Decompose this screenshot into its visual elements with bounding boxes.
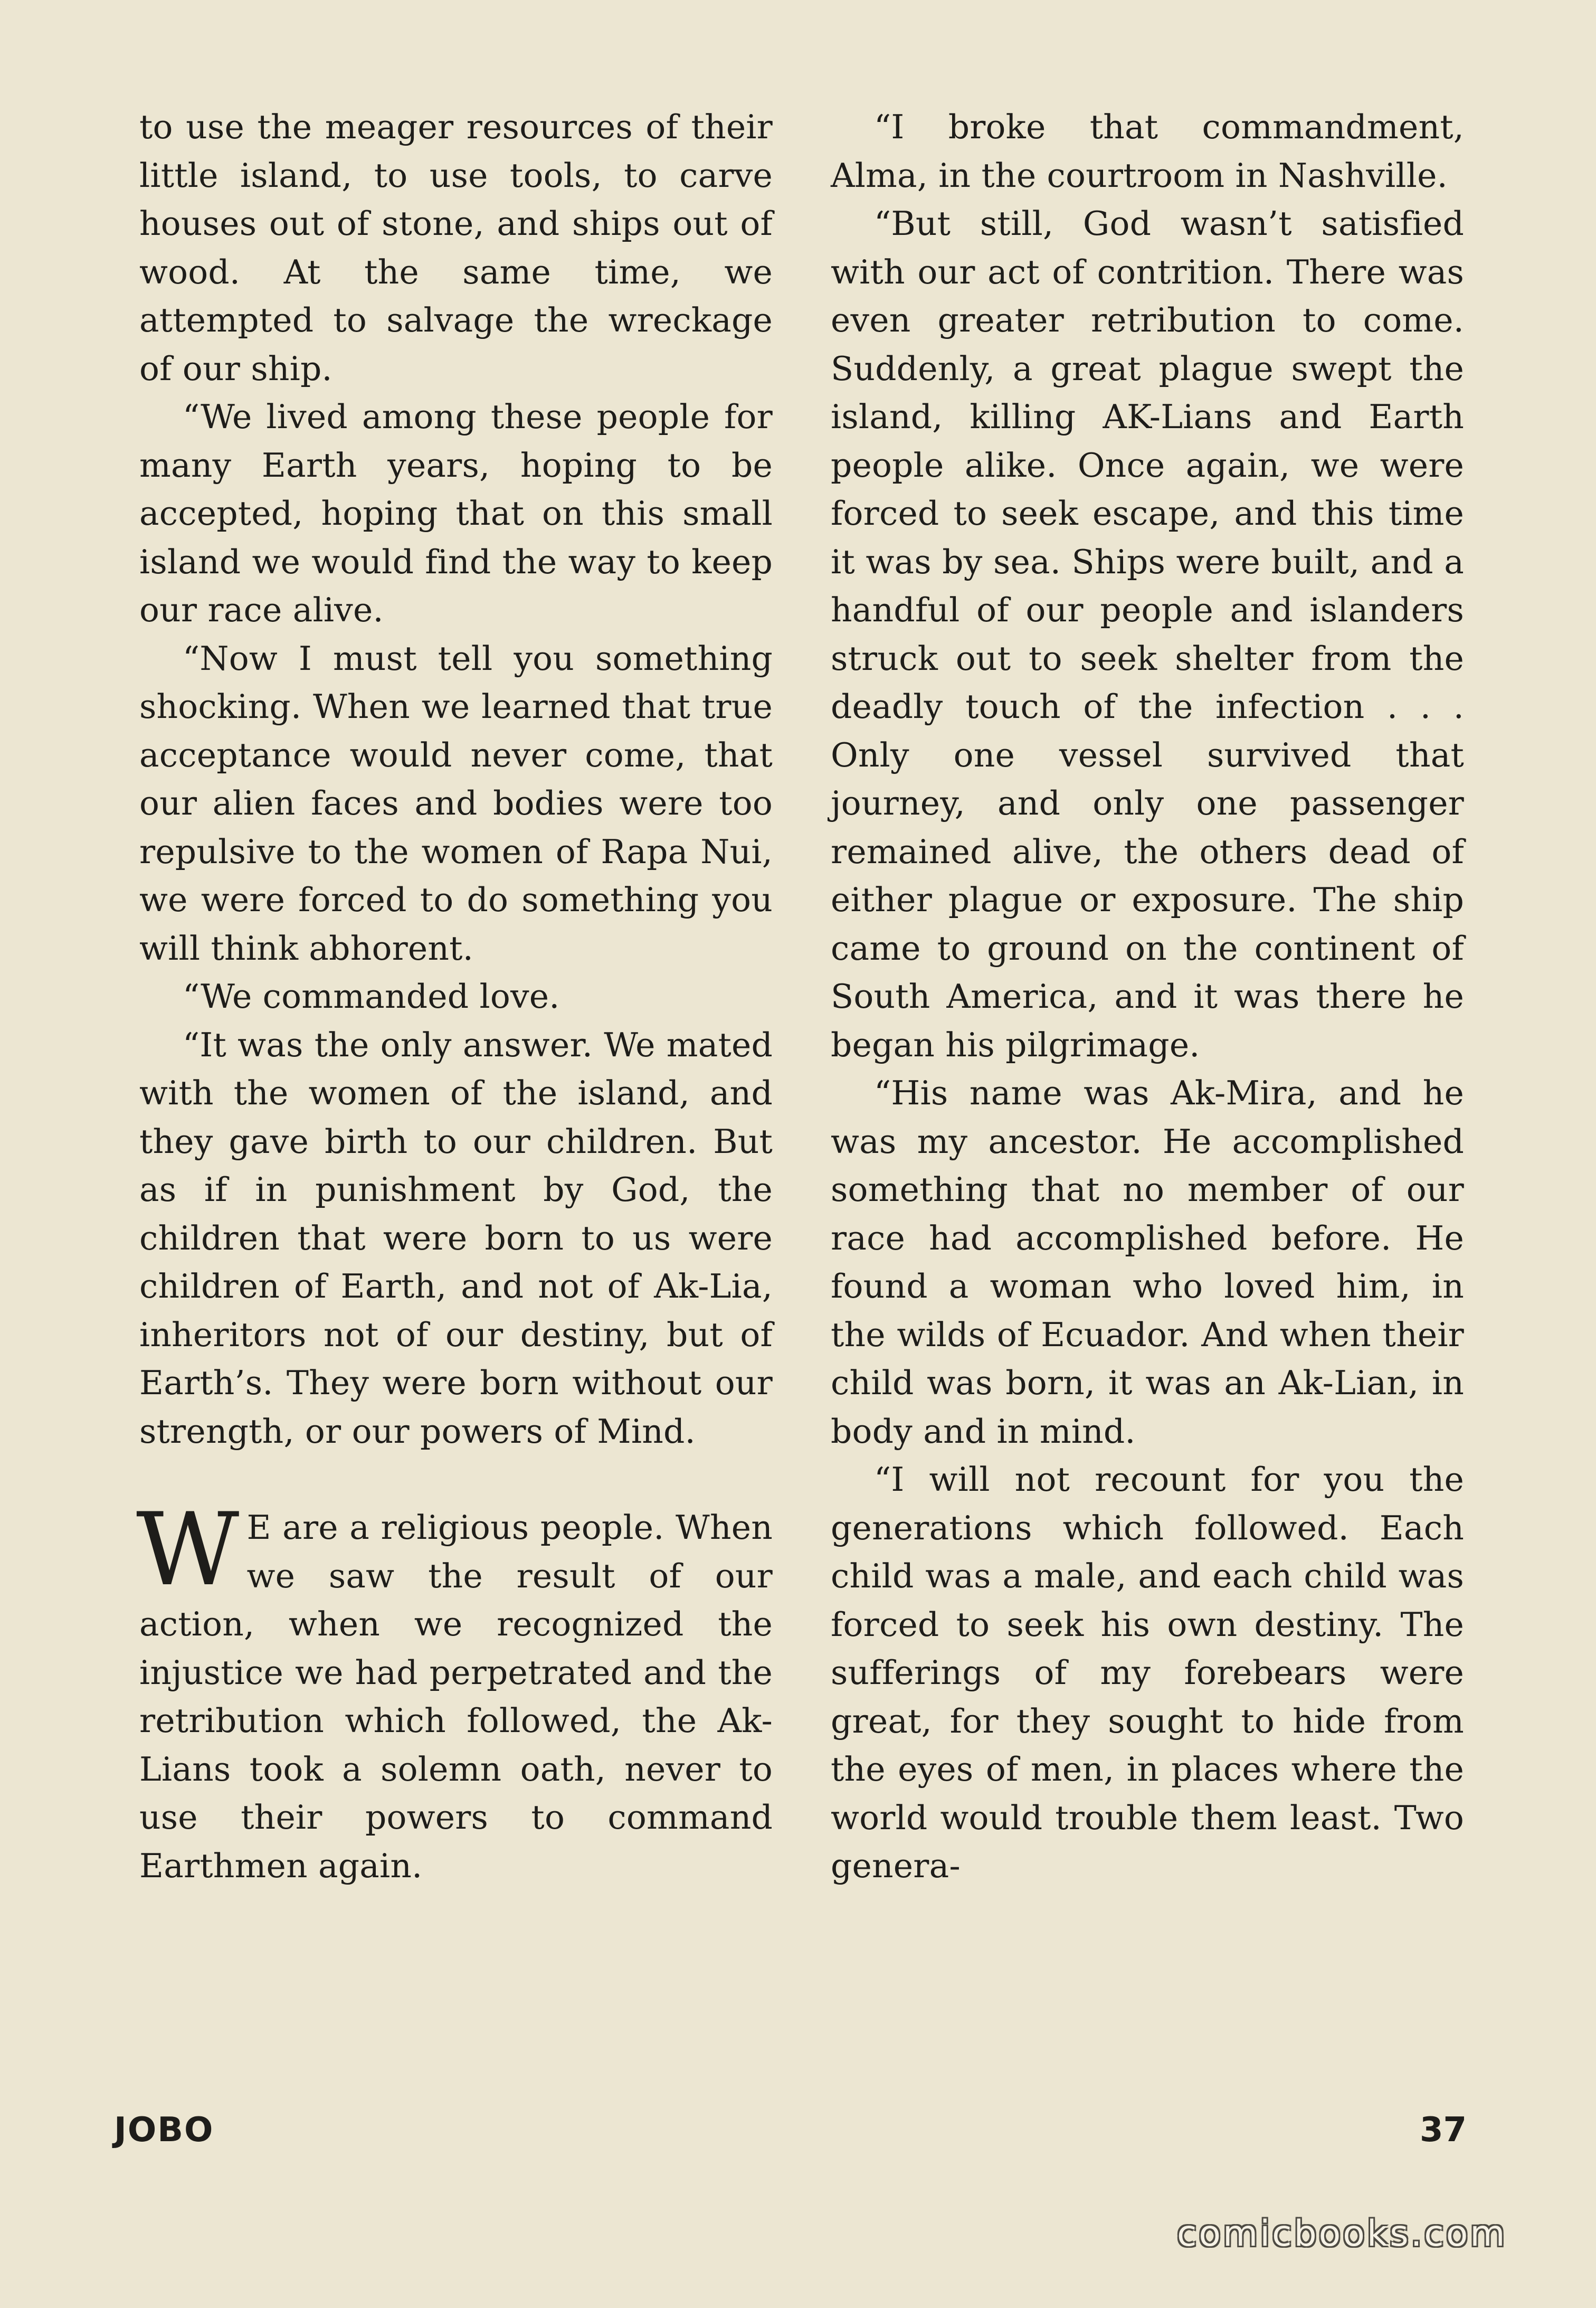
right-column xyxy=(831,103,1464,1890)
paragraph: “I broke that commandment, Alma, in the courtroom in Nashville. xyxy=(831,108,1464,195)
left-column xyxy=(136,103,773,1890)
paragraph: “We commanded love. xyxy=(183,977,560,1016)
paragraph: “It was the only answer. We mated with the women of the island, and they gave birth to our children. But as if in punishment by God, the children that were born to us were children of Earth, and not of Ak-Lia, inheritors not of our destiny, but of Earth’s. They were born without our strength, or our powers of Mind. xyxy=(139,1025,773,1451)
paragraph-text: E are a religious people. When we saw the result of our action, when we recognized the injustice we had perpetrated and the retribution which followed, the Ak-Lians took a solemn oath, never to use their powers to command Earthmen again. xyxy=(139,1508,773,1885)
paragraph: “His name was Ak-Mira, and he was my ancestor. He accomplished something that no member of our race had accomplished before. He found a woman who loved him, in the wilds of Ecuador. And when their child was born, it was an Ak-Lian, in body and in mind. xyxy=(831,1074,1464,1451)
paragraph-dropcap xyxy=(136,1491,773,1890)
paragraph: “I will not recount for you the generations which followed. Each child was a male, and each child was forced to seek his own destiny. The sufferings of my forebears were great, for they sought to hide from the eyes of men, in places where the world would trouble them least. Two genera- xyxy=(831,1460,1464,1885)
paragraph: “Now I must tell you something shocking. When we learned that true acceptance would never come, that our alien faces and bodies were too repulsive to the women of Rapa Nui, we were forced to do something you will think abhorent. xyxy=(139,639,773,968)
drop-cap: W xyxy=(136,1491,240,1608)
watermark-logo: comicbooks.com xyxy=(1177,2213,1507,2255)
page-number: 37 xyxy=(1420,2111,1467,2150)
paragraph: to use the meager resources of their little island, to use tools, to carve houses out of stone, and ships out of wood. At the same time, we attempted to salvage the wreckage of our ship. xyxy=(139,108,773,388)
footer-title: JOBO xyxy=(114,2111,214,2150)
paragraph: “But still, God wasn’t satisfied with our act of contrition. There was even greater retribution to come. Suddenly, a great plague swept the island, killing AK-Lians and Earth people alike. Once again, we were forced to seek escape, and this time it was by sea. Ships were built, and a handful of our people and islanders struck out to seek shelter from the deadly touch of the infection . . . Only one vessel survived that journey, and only one passenger remained alive, the others dead of either plague or exposure. The ship came to ground on the continent of South America, and it was there he began his pilgrimage. xyxy=(831,204,1464,1064)
paragraph: “We lived among these people for many Earth years, hoping to be accepted, hoping that on this small island we would find the way to keep our race alive. xyxy=(139,398,773,629)
